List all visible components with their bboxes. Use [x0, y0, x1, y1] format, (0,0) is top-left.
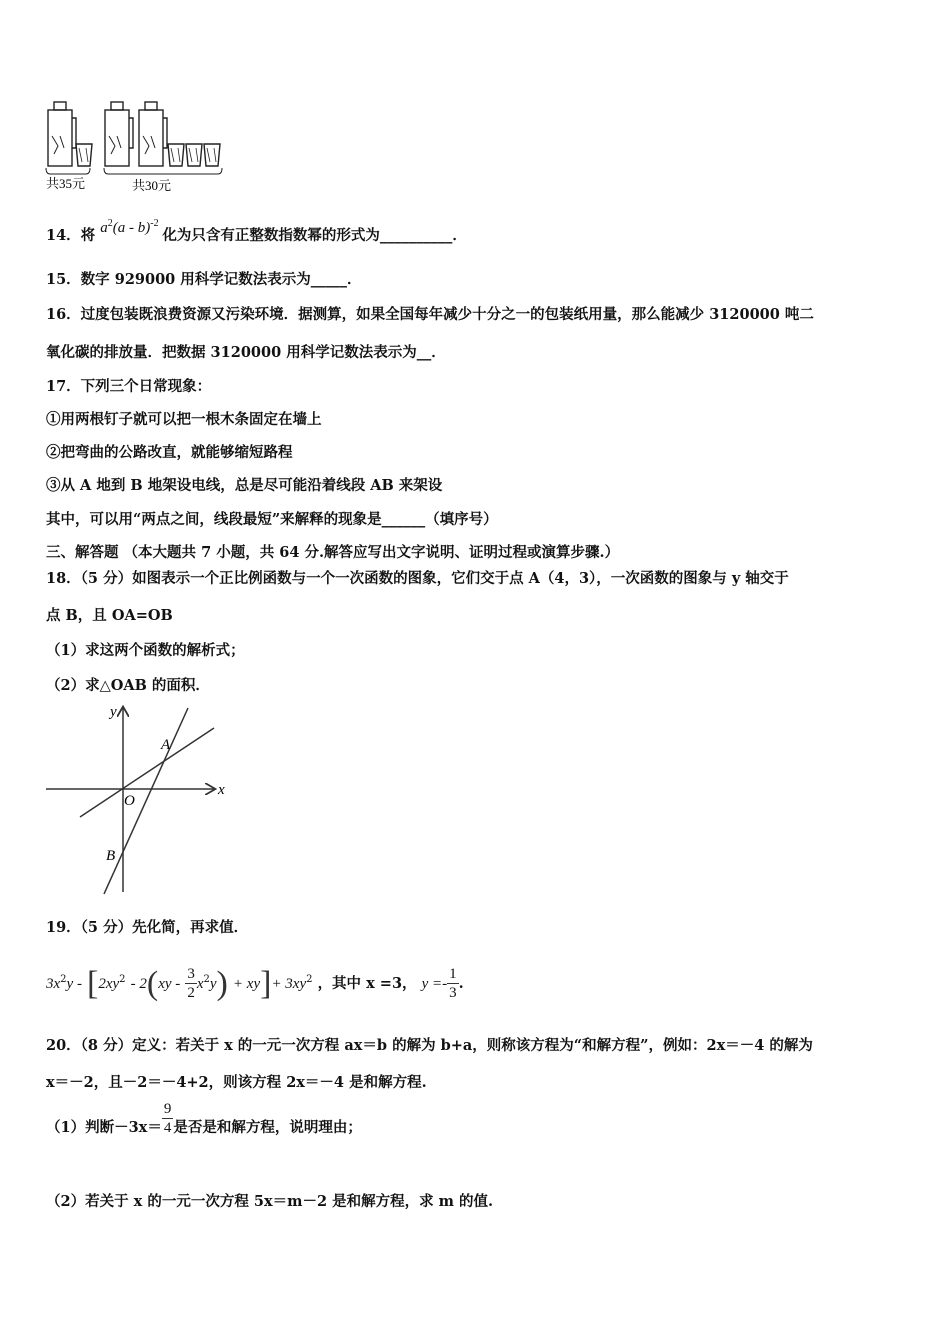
label-y: y: [110, 704, 117, 720]
question-20-line2: x＝－2，且－2＝－4+2，则该方程 2x＝－4 是和解方程.: [46, 1074, 427, 1091]
q14-expression: $a^2(a - b)^{-2}$: [100, 218, 159, 236]
question-14: 14．将 $a^2(a - b)^{-2}$ 化为只含有正整数指数幂的形式为__________．: [46, 218, 467, 244]
question-20-sub2: （2）若关于 x 的一元一次方程 5x＝m－2 是和解方程，求 m 的值.: [46, 1193, 494, 1210]
question-18-sub2: （2）求△OAB 的面积．: [46, 677, 210, 694]
section-3-title: 三、解答题 （本大题共 7 小题，共 64 分.解答应写出文字说明、证明过程或演算步骤.）: [46, 544, 620, 561]
question-16-line2: 氧化碳的排放量．把数据 3120000 用科学记数法表示为__．: [46, 344, 446, 361]
function-graph: [44, 702, 234, 897]
thermos-cups-figure: [40, 96, 230, 196]
question-20-line1: 20．（8 分）定义：若关于 x 的一元一次方程 ax＝b 的解为 b+a，则称该方程为“和解方程”，例如：2x＝－4 的解为: [46, 1037, 813, 1054]
question-19-title: 19．（5 分）先化简，再求值．: [46, 919, 249, 936]
question-17-title: 17．下列三个日常现象：: [46, 378, 212, 395]
question-17-item-1: ①用两根钉子就可以把一根木条固定在墙上: [46, 411, 322, 428]
label-b: B: [106, 848, 116, 864]
question-15: 15．数字 929000 用科学记数法表示为_____．: [46, 271, 362, 288]
label-o: O: [124, 793, 135, 809]
label-a: A: [161, 737, 171, 753]
figure-label-left: 共35元: [46, 176, 86, 191]
question-17-question: 其中，可以用“两点之间，线段最短”来解释的现象是______（填序号）: [46, 511, 498, 528]
question-17-item-3: ③从 A 地到 B 地架设电线，总是尽可能沿着线段 AB 来架设: [46, 477, 443, 494]
figure-label-right: 共30元: [132, 178, 172, 193]
question-18-sub1: （1）求这两个函数的解析式；: [46, 642, 245, 659]
linear-function-line: [104, 708, 188, 894]
question-16-line1: 16．过度包装既浪费资源又污染环境．据测算，如果全国每年减少十分之一的包装纸用量，那么能减少 3120000 吨二: [46, 306, 814, 323]
question-17-item-2: ②把弯曲的公路改直，就能够缩短路程: [46, 444, 293, 461]
proportional-function-line: [80, 728, 214, 817]
label-x: x: [218, 782, 225, 798]
question-20-sub1: （1）判断－3x＝ $\frac{9}{4}$ 是否是和解方程，说明理由；: [46, 1100, 362, 1136]
question-19-expression: $3x^2y - [2xy^2 - 2(xy$ - $\frac{3}{2}$ $x^2y) + xy]+ 3xy^2$ ，其中 x =3， y =- $\frac{1}{3}$ .: [46, 964, 464, 1002]
question-18-line1: 18．（5 分）如图表示一个正比例函数与一个一次函数的图象，它们交于点 A（4，3），一次函数的图象与 y 轴交于: [46, 570, 789, 587]
question-18-line2: 点 B，且 OA=OB: [46, 607, 173, 624]
